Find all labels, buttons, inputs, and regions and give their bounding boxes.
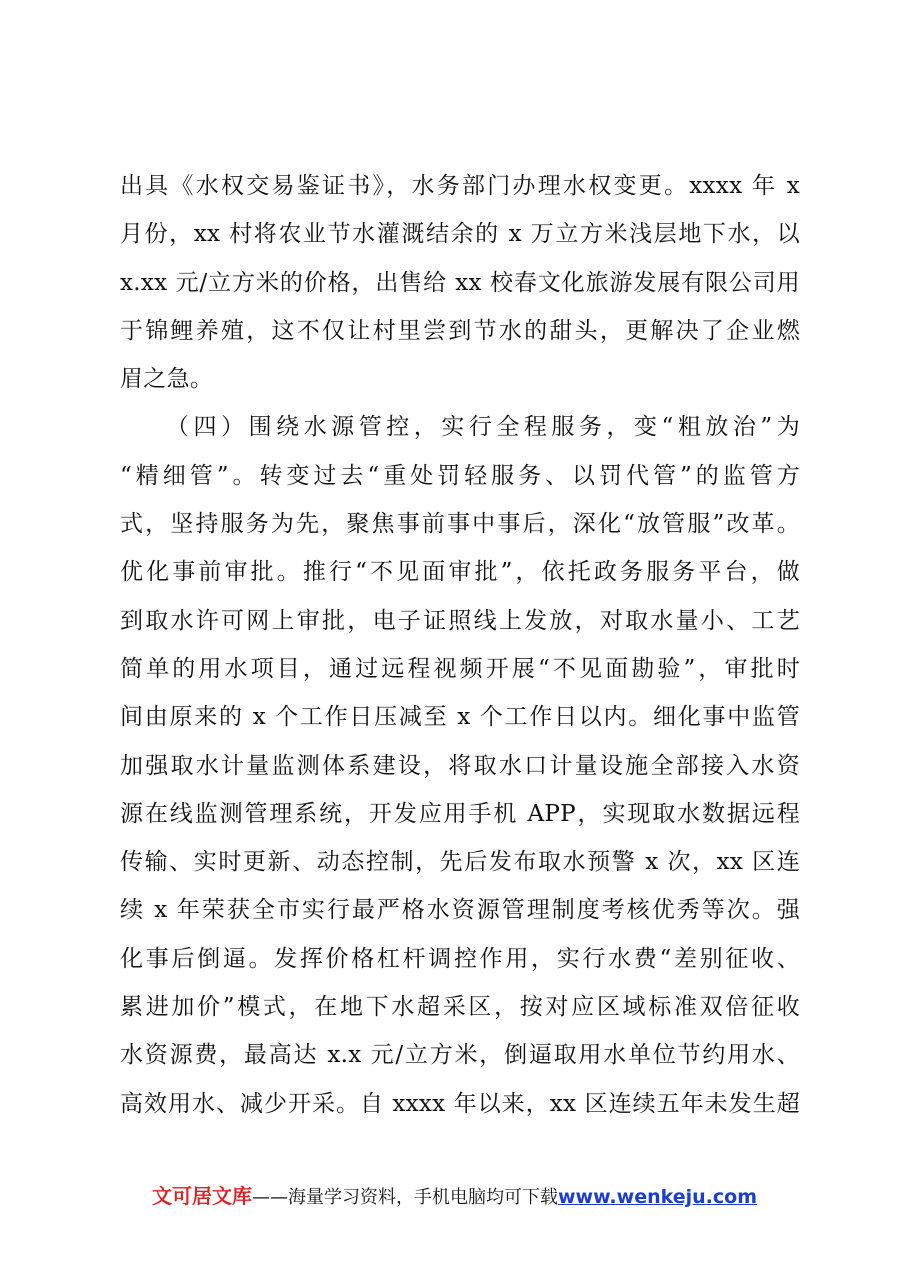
text-line-13: 加强取水计量监测体系建设，将取水口计量设施全部接入水资 — [120, 752, 800, 779]
text-line-5: 眉之急。 — [120, 366, 214, 393]
text-line-1: 出具《水权交易鉴证书》，水务部门办理水权变更。xxxx 年 x — [120, 173, 800, 199]
text-line-11: 简单的用水项目，通过远程视频开展“不见面勘验”，审批时 — [120, 655, 800, 682]
text-line-2: 月份，xx 村将农业节水灌溉结余的 x 万立方米浅层地下水，以 — [120, 221, 800, 248]
section-heading-line: （四）围绕水源管控，实行全程服务，变“粗放治”为 — [166, 414, 800, 441]
footer-banner — [0, 1180, 909, 1209]
text-line-9: 优化事前审批。推行“不见面审批”，依托政务服务平台，做 — [120, 559, 800, 586]
footer-website-link[interactable]: www.wenkeju.com — [557, 1186, 757, 1208]
text-line-10: 到取水许可网上审批，电子证照线上发放，对取水量小、工艺 — [120, 607, 800, 634]
text-line-16: 续 x 年荣获全市实行最严格水资源管理制度考核优秀等次。强 — [120, 897, 800, 924]
footer-slogan: ——海量学习资料，手机电脑均可下载 — [251, 1187, 558, 1208]
text-line-19: 水资源费，最高达 x.x 元/立方米，倒逼取用水单位节约用水、 — [120, 1042, 800, 1069]
text-line-4: 于锦鲤养殖，这不仅让村里尝到节水的甜头，更解决了企业燃 — [120, 317, 800, 344]
text-line-7: “精细管”。转变过去“重处罚轻服务、以罚代管”的监管方 — [120, 462, 800, 489]
document-body — [120, 162, 800, 1128]
footer-brand: 文可居文库 — [151, 1184, 252, 1208]
text-line-14: 源在线监测管理系统，开发应用手机 APP，实现取水数据远程 — [120, 800, 800, 827]
text-line-18: 累进加价”模式，在地下水超采区，按对应区域标准双倍征收 — [120, 994, 800, 1021]
text-line-15: 传输、实时更新、动态控制，先后发布取水预警 x 次，xx 区连 — [120, 849, 800, 876]
text-line-12: 间由原来的 x 个工作日压减至 x 个工作日以内。细化事中监管 — [120, 704, 800, 731]
text-line-17: 化事后倒逼。发挥价格杠杆调控作用，实行水费“差别征收、 — [120, 945, 800, 972]
text-line-3: x.xx 元/立方米的价格，出售给 xx 校春文化旅游发展有限公司用 — [120, 269, 800, 296]
text-line-8: 式，坚持服务为先，聚焦事前事中事后，深化“放管服”改革。 — [120, 511, 800, 538]
text-line-20: 高效用水、减少开采。自 xxxx 年以来，xx 区连续五年未发生超 — [120, 1090, 800, 1117]
